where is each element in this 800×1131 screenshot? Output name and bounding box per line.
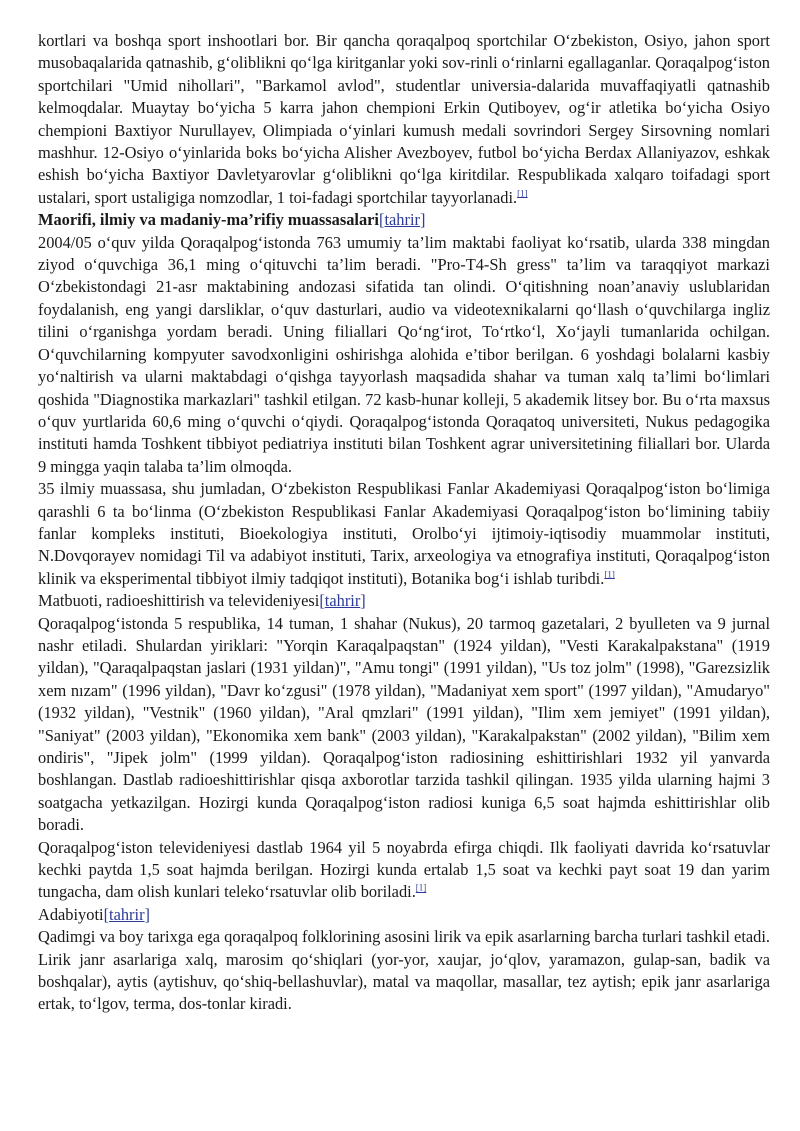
paragraph-literature: Qadimgi va boy tarixga ega qoraqalpoq folklorining asosini lirik va epik asarlarning barcha turlari tashkil etadi. Lirik janr asarlariga xalq, marosim qo‘shiqlari (yor-yor, xaujar, jo‘qlov, yaramazon, gulap-san, badik va boshqalar), aytis (aytishuv, qo‘shiq-bellashuvlar), matal va maqollar, masallar, tez aytish; epik janr asarlariga ertak, to‘lgov, terma, dos-tonlar kiradi. xyxy=(38,927,770,1014)
section-heading-literature-title: Adabiyoti xyxy=(38,904,104,924)
paragraph-sport xyxy=(38,30,770,209)
paragraph-science-text: 35 ilmiy muassasa, shu jumladan, O‘zbekiston Respublikasi Fanlar Akademiyasi Qoraqalpog‘iston bo‘limiga qarashli 6 ta bo‘linma (O‘zbekiston Respublikasi Fanlar Akademiyasi Qoraqalpog‘iston bo‘limining tabiiy fanlar kompleks instituti, Bioekologiya instituti, Orolbo‘yi ijtimoiy-iqtisodiy muammolar instituti, N.Dovqorayev nomidagi Til va adabiyot instituti, Tarix, arxeologiya va etnografiya instituti, Qoraqalpog‘iston klinik va eksperimental tibbiyot ilmiy tadqiqot instituti), Botanika bog‘i ishlab turibdi. xyxy=(38,479,770,588)
reference-link[interactable]: [1] xyxy=(604,569,615,580)
section-heading-media-title: Matbuoti, radioeshittirish va televideniyesi xyxy=(38,591,320,611)
edit-link-media[interactable]: tahrir xyxy=(324,591,361,611)
edit-bracket-open: [ xyxy=(103,904,110,924)
section-heading-education xyxy=(38,209,770,231)
reference-link[interactable]: [1] xyxy=(517,188,528,199)
paragraph-sport-text: kortlari va boshqa sport inshootlari bor. Bir qancha qoraqalpoq sportchilar O‘zbekiston, Osiyo, jahon sport musobaqalarida qatnashib, g‘oliblikni qo‘lga kiritganlar yoki sov-rinli o‘rinlarni egallaganlar. Qoraqalpog‘iston sportchilari "Umid nihollari", "Barkamol avlod", studentlar universia-dalarida muvaffaqiyatli qatnashib kelmoqdalar. Muaytay bo‘yicha 5 karra jahon chempioni Erkin Qutiboyev, og‘ir atletika bo‘yicha Osiyo chempioni Baxtiyor Nurullayev, Olimpiada o‘yinlari kumush medali sovrindori Sergey Sirsovning nomlari mashhur. 12-Osiyo o‘yinlarida boks bo‘yicha Alisher Avezboyev, futbol bo‘yicha Berdax Allaniyazov, eshkak eshish bo‘yicha Baxtiyor Davletyarovlar g‘oliblikni qo‘lga kiritdilar. Respublikada xalqaro toifadagi sport ustalari, sport ustaligiga nomzodlar, 1 toi-fadagi sportchilar tayyorlanadi. xyxy=(38,31,770,207)
paragraph-education: 2004/05 o‘quv yilda Qoraqalpog‘istonda 763 umumiy ta’lim maktabi faoliyat ko‘rsatib, ularda 338 mingdan ziyod o‘quvchiga 36,1 ming o‘qituvchi ta’lim beradi. "Pro-T4-Sh gress" ta’lim va taraqqiyot markazi O‘zbekistondagi 21-asr maktabining andozasi sifatida tan olindi. O‘qitishning noan’anaviy uslublaridan foydalanish, eng yangi darsliklar, o‘quv dasturlari, audio va videotexnikalarni qo‘llash o‘quvchilarga ingliz tilini o‘rganishga yordam beradi. Uning filiallari Qo‘ng‘irot, To‘rtko‘l, Xo‘jayli tumanlarida ochilgan. O‘quvchilarning kompyuter savodxonligini oshirishga alohida e’tibor berilgan. 6 yoshdagi bolalarni kasbiy yo‘naltirish va ularni maktabdagi o‘qishga tayyorlash maqsadida shahar va tuman xalq ta’limi bo‘limlari qoshida "Diagnostika markazlari" tashkil etilgan. 72 kasb-hunar kolleji, 5 akademik litsey bor. Bu o‘rta maxsus o‘quv yurtlarida 60,6 ming o‘quvchi o‘qiydi. Qoraqalpog‘istonda Qoraqatoq universiteti, Nukus pedagogika instituti hamda Toshkent tibbiyot pediatriya instituti bilan Toshkent agrar universitetining filiallari bor. Ularda 9 mingga yaqin talaba ta’lim olmoqda. xyxy=(38,232,770,476)
paragraph-tv xyxy=(38,837,770,904)
edit-bracket-open: [ xyxy=(319,591,325,611)
section-heading-literature xyxy=(38,904,770,926)
section-heading-education-title: Maorifi, ilmiy va madaniy-ma’rifiy muassasalari xyxy=(38,210,379,230)
edit-link-literature[interactable]: tahrir xyxy=(109,904,145,924)
article-body xyxy=(38,30,770,1016)
paragraph-press: Qoraqalpog‘istonda 5 respublika, 14 tuman, 1 shahar (Nukus), 20 tarmoq gazetalari, 2 byulleten va 9 jurnal nashr etiladi. Shulardan yiriklari: "Yorqin Karaqalpaqstan" (1924 yildan), "Vesti Karakalpakstana" (1919 yildan), "Qaraqalpaqstan jaslari (1931 yildan)", "Amu tongi" (1991 yildan), "Us toz jolm" (1998), "Garezsizlik xem nızam" (1996 yildan), "Davr ko‘zgusi" (1978 yildan), "Madaniyat xem sport" (1997 yildan), "Amudaryo" (1932 yildan), "Vestnik" (1960 yildan), "Aral qmzlari" (1991 yildan), "Ilim xem jemiyet" (1991 yildan), "Saniyat" (2003 yildan), "Ekonomika xem bank" (2003 yildan), "Karakalpakstan" (2002 yildan), "Bilim xem ondiris", "Jipek jolm" (1999 yildan). Qoraqalpog‘iston radiosining eshittirishlari 1932 yil yanvarda boshlangan. Dastlab radioeshittirishlar qisqa axborotlar tarzida tashkil qilingan. 1935 yilda ularning hajmi 3 soatgacha yetkazilgan. Hozirgi kunda Qoraqalpog‘iston radiosi kuniga 6,5 soat hajmda eshittirishlar olib boradi. xyxy=(38,613,770,835)
edit-bracket-close: ] xyxy=(419,210,426,230)
edit-bracket-close: ] xyxy=(360,591,366,611)
edit-bracket-open: [ xyxy=(379,210,385,230)
edit-link-education[interactable]: tahrir xyxy=(384,210,420,230)
paragraph-tv-text: Qoraqalpog‘iston televideniyesi dastlab 1964 yil 5 noyabrda efirga chiqdi. Ilk faoliyati davrida ko‘rsatuvlar kechki paytda 1,5 soat hajmda berilgan. Hozirgi kunda ertalab 1,5 soat va kechki payt soat 19 dan yarim tungacha, dam olish kunlari teleko‘rsatuvlar olib boriladi. xyxy=(38,837,770,902)
paragraph-science xyxy=(38,478,770,590)
edit-bracket-close: ] xyxy=(144,904,150,924)
reference-link[interactable]: [1] xyxy=(415,882,427,893)
section-heading-media xyxy=(38,590,770,612)
